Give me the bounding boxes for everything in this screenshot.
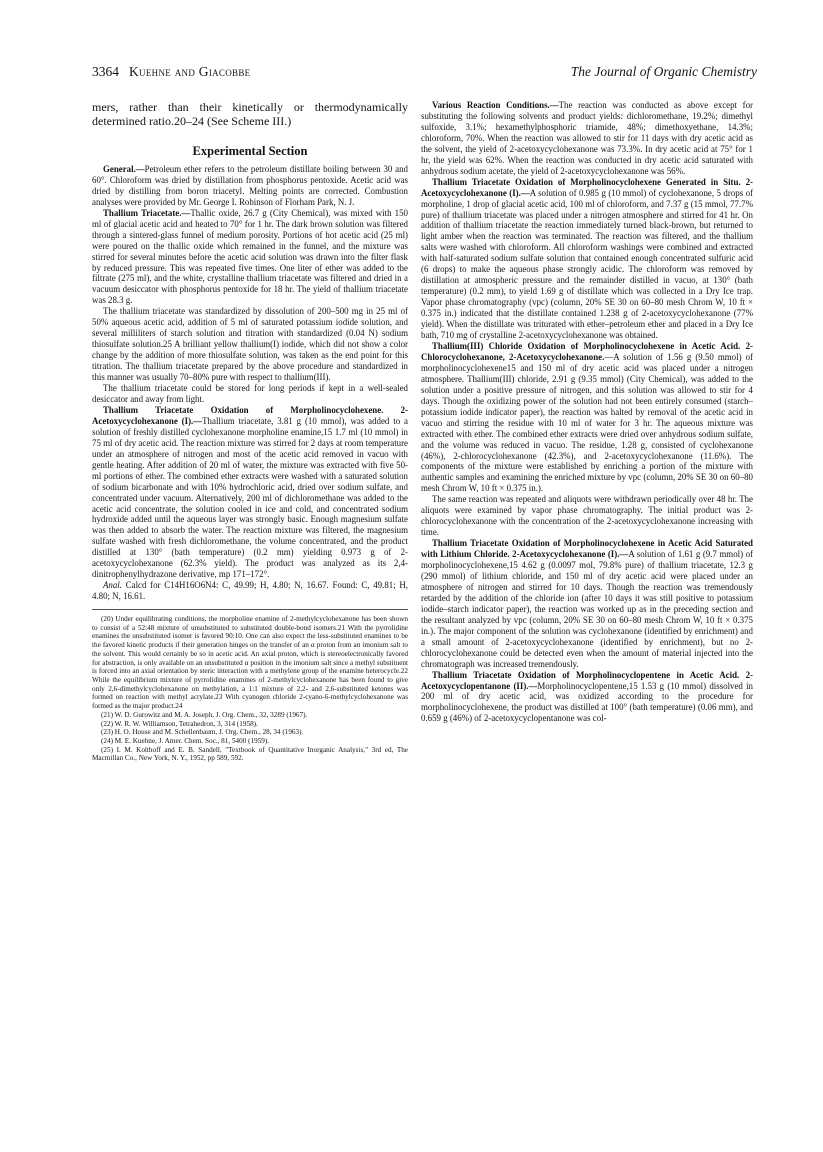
- footnote: (21) W. D. Gurowitz and M. A. Joseph, J. Org. Chem., 32, 3289 (1967).: [101, 710, 308, 719]
- repeated-paragraph: The same reaction was repeated and aliquots were withdrawn periodically over 48 hr. The aliquots were examined by vapor phase chromatography. The initial product was 2-chlorocyclohexanone with the concentration of the 2-acetoxycyclohexanone increasing with time.: [421, 494, 753, 538]
- in-situ-heading: Thallium Triacetate Oxidation of Morpholinocyclohexene Generated in Situ. 2-Acetoxycyclohexanone (I).—: [421, 176, 753, 198]
- left-column: [92, 100, 408, 763]
- chloride-paragraph: [421, 341, 753, 494]
- chloride-heading: Thallium(III) Chloride Oxidation of Morpholinocyclohexene in Acetic Acid. 2-Chlorocyclohexanone, 2-Acetoxycyclohexanone.: [421, 340, 753, 362]
- general-paragraph: [92, 164, 408, 208]
- analysis-paragraph: [92, 580, 408, 602]
- cyclopentene-heading: Thallium Triacetate Oxidation of Morpholinocyclopentene in Acetic Acid. 2-Acetoxycyclopentanone (II).—: [421, 669, 753, 691]
- lithium-text: A solution of 1.61 g (9.7 mmol) of morpholinocyclohexene,15 4.62 g (0.0097 mol, 79.8% pure) of thallium triacetate, 12.3 g (290 mmol) of lithium chloride, and 150 ml of dry acetic acid were placed under an atmosphere of nitrogen and stirred for 10 days. Though the reaction was tremendously retarded by the addition of the chloride ion (after 10 days it was still positive to potassium iodide–starch indicator paper), the reaction was worked up as in the preceding section and the resultant analyzed by vpc (column, 20% SE 30 on 60–80 mesh Chrom W, 10 ft × 0.375 in.). The major component of the solution was cyclohexanone (identified by enrichment) and a small amount of 2-acetoxycyclohexanone (identified by enrichment), but no 2-chlorocyclohexanone could be detected even when the amount of material injected into the chromatograph was increased tremendously.: [421, 549, 753, 669]
- general-text: Petroleum ether refers to the petroleum distillate boiling between 30 and 60°. Chloroform was dried by distillation from phosphorus pentoxide. Acetic acid was dried by distilling from boron triacetyl. Melting points are corrected. Combustion analyses were provided by Mr. George I. Robinson of Florham Park, N. J.: [92, 163, 408, 207]
- cyclopentene-paragraph: [421, 670, 753, 725]
- chloride-text: —A solution of 1.56 g (9.50 mmol) of morpholinocyclohexene15 and 150 ml of dry acetic acid was placed under a nitrogen atmosphere. Thallium(III) chloride, 2.91 g (9.35 mmol) (City Chemical), was added to the solution under a positive pressure of nitrogen, and this solution was allowed to stir for 4 days. Though the oxidizing power of the solution had not been entirely consumed (starch–potassium iodide indicator paper), the reaction was halted by removal of the acetic acid in vacuo and stirring the residue with 10 ml of water for 3 hr. The aqueous mixture was extracted with ether. The combined ether extracts were dried over anhydrous sodium sulfate, and the volume was reduced in vacuo. The residue, 1.28 g, consisted of cyclohexanone (46%), 2-chlorocyclohexanone (42.3%), and 2-acetoxycyclohexanone (11.6%). The components of the mixture were established by enriching a portion of the mixture with authentic samples and examining the enriched mixture by vpc (column, 20% SE 30 on 60–80 mesh Chrom W, 10 ft × 0.375 in.).: [421, 351, 753, 494]
- general-heading: General.—: [103, 163, 145, 174]
- in-situ-paragraph: [421, 177, 753, 341]
- oxidation-heading: Thallium Triacetate Oxidation of Morpholinocyclohexene. 2-Acetoxycyclohexanone (I).—: [92, 404, 408, 426]
- analysis-label: Anal.: [103, 580, 122, 591]
- lithium-heading: Thallium Triacetate Oxidation of Morpholinocyclohexene in Acetic Acid Saturated with Lithium Chloride. 2-Acetoxycyclohexanone (I).—: [421, 538, 753, 560]
- various-conditions-paragraph: [421, 100, 753, 177]
- storage-paragraph: The thallium triacetate could be stored for long periods if kept in a well-sealed desiccator and away from light.: [92, 383, 408, 404]
- intro-paragraph: mers, rather than their kinetically or thermodynamically determined ratio.20–24 (See Scheme III.): [92, 100, 408, 128]
- footnote: (25) I. M. Kolthoff and E. B. Sandell, "Textbook of Quantitative Inorganic Analysis," 3rd ed, The Macmillan Co., New York, N. Y., 1952, pp 589, 592.: [92, 745, 408, 763]
- footnote: (23) H. O. House and M. Schellenbaum, J. Org. Chem., 28, 34 (1963).: [101, 728, 304, 737]
- footnote: (22) W. R. W. Williamson, Tetrahedron, 3, 314 (1958).: [101, 719, 258, 728]
- various-conditions-heading: Various Reaction Conditions.—: [432, 100, 559, 110]
- header-left: [92, 64, 250, 80]
- running-header: [92, 64, 757, 84]
- right-column: [421, 100, 753, 724]
- footnote: (24) M. E. Kuehne, J. Amer. Chem. Soc., 81, 5400 (1959).: [101, 736, 270, 745]
- journal-title: The Journal of Organic Chemistry: [570, 64, 757, 79]
- oxidation-text: Thallium triacetate, 3.81 g (10 mmol), was added to a solution of freshly distilled cyclohexanone morpholine enamine,15 1.7 ml (10 mmol) in 75 ml of dry acetic acid. The reaction mixture was stirred for 2 days at room temperature under an atmosphere of nitrogen and most of the acetic acid removed in vacuo with gentle heating. After addition of 20 ml of water, the mixture was extracted with five 50-ml portions of ether. The combined ether extracts were washed with a saturated solution of sodium bicarbonate and with 10% hydrochloric acid, dried over sodium sulfate, and concentrated under vacuum. Alternatively, 200 ml of dichloromethane was added to the acetic acid concentrate, the solution cooled in ice and cold, and concentrated sodium hydroxide added until the aqueous layer was strongly basic. Enough magnesium sulfate was then added to absorb the water. The reaction mixture was filtered, the magnesium sulfate washed with fresh dichloromethane, the volume concentrated, and the product distilled at 130° (bath temperature) (0.2 mm) yielding 0.973 g of 2-acetoxycyclohexanone (62.3% yield). The product was analyzed as its 2,4-dinitrophenylhydrazone derivative, mp 171–172°.: [92, 415, 408, 580]
- analysis-text: Calcd for C14H16O6N4: C, 49.99; H, 4.80; N, 16.67. Found: C, 49.81; H, 4.80; N, 16.61.: [92, 580, 409, 602]
- footnote: (20) Under equilibrating conditions, the morpholine enamine of 2-methylcyclohexanone has been shown to consist of a 52:48 mixture of unsubstituted to substituted double-bond isomers.21 With the pyrrolidine enamines the unsubstituted isomer is favored 90:10. One can also expect the less-substituted enamines to be the favored kinetic products if their generation hinges on the transfer of an α proton from an imonium salt to the solvent. This would certainly be so in acetic acid. An axial proton, which is stereoelectronically favored for abstraction, is only available on an unsubstituted α position in the imonium salt since a methyl substituent is forced into an axial orientation by steric interaction with a methylene group of the enamine heterocycle.22 While the equilibrium mixture of pyrrolidine enamines of 2-methylcyclohexanone has been found to give only 2,6-dimethylcyclohexanone on methylation, a 1:1 mixture of 2,2- and 2,6-substituted ketones was formed on reaction with methyl acrylate.23 With cyanogen chloride 2-cyano-6-methylcyclohexanone was formed as the major product.24: [92, 615, 408, 711]
- thallium-triacetate-paragraph: [92, 208, 408, 307]
- header-authors: Kuehne and Giacobbe: [129, 64, 251, 79]
- standardization-paragraph: The thallium triacetate was standardized by dissolution of 200–500 mg in 25 ml of 50% aqueous acetic acid, addition of 5 ml of saturated potassium iodide solution, and several milliliters of starch solution and titration with standardized (0.04 N) sodium thiosulfate solution.25 A brilliant yellow thallium(I) iodide, which did not show a color change by the addition of more thiosulfate solution, was taken as the end point for this titration. The thallium triacetate prepared by the above procedure and standardized in this manner was usually 70–80% pure with respect to thallium(III).: [92, 306, 408, 383]
- section-title: Experimental Section: [192, 144, 308, 158]
- footnotes: [92, 609, 408, 763]
- oxidation-paragraph: [92, 405, 408, 580]
- in-situ-text: A solution of 0.985 g (10 mmol) of cyclohexanone, 5 drops of morpholine, 1 drop of glacial acetic acid, 100 ml of chloroform, and 7.37 g (15 mmol, 77.7% pure) of thallium triacetate was placed under a nitrogen atmosphere and stirred for 41 hr. On addition of thallium triacetate the reaction immediately turned black-brown, but returned to light amber when the reaction was terminated. The reaction was filtered, and the thallium salts were washed with chloroform. All chloroform washings were combined and extracted with half-saturated sodium sulfate solution that contained enough concentrated sulfuric acid (6 drops) to make the aqueous phase strongly acidic. The chloroform was removed by distillation at atmospheric pressure and the remainder distilled in vacuo, at 130° (bath temperature) (0.2 mm), to yield 1.69 g of distillate which was collected in a Dry Ice trap. Vapor phase chromatography (vpc) (column, 20% SE 30 on 60–80 mesh Chrom W, 10 ft × 0.375 in.) indicated that the distillate contained 1.238 g of 2-acetoxycyclohexanone (77% yield). When the distillate was triturated with ether–petroleum ether and placed in a Dry Ice bath, 710 mg of crystalline 2-acetoxycyclohexanone was obtained.: [421, 187, 754, 341]
- thallium-triacetate-heading: Thallium Triacetate.—: [103, 207, 191, 218]
- cyclopentene-text: Morpholinocyclopentene,15 1.53 g (10 mmol) dissolved in 200 ml of dry acetic acid, was oxidized according to the procedure for morpholinocyclohexene, the product was distilled at 100° (bath temperature) (0.06 mm), and 0.659 g (46%) of 2-acetoxycyclopentanone was col-: [421, 680, 753, 724]
- page-number: 3364: [92, 64, 119, 79]
- various-conditions-text: The reaction was conducted as above except for substituting the following solvents and product yields: dichloromethane, 19.2%; dimethyl sulfoxide, 3.1%; hexamethylphosphoric triamide, 48%; dimethoxyethane, 14.3%; chloroform, 70%. When the reaction was allowed to stir for 11 days with dry acetic acid as the solvent, the yield of 2-acetoxycyclohexanone was 73.3%. In dry acetic acid at 75° for 1 hr, the yield was 62%. When the reaction was conducted in dry acetic acid saturated with anhydrous sodium acetate, the yield of 2-acetoxycyclohexanone was 56%.: [421, 100, 753, 176]
- thallium-triacetate-text: Thallic oxide, 26.7 g (City Chemical), was mixed with 150 ml of glacial acetic acid and heated to 70° for 1 hr. The dark brown solution was filtered through a sintered-glass funnel of medium porosity. Portions of hot acetic acid (25 ml) were poured on the thallic oxide which remained in the funnel, and the mixture was stirred for several minutes before the acetic acid solution was drawn into the filter flask by reduced pressure. This was repeated five times. One liter of ether was added to the filtrate (275 ml), and the white, crystalline thallium triacetate was filtered and dried in a vacuum desiccator with phosphorus pentoxide for 18 hr. The yield of thallium triacetate was 28.3 g.: [92, 207, 408, 306]
- lithium-paragraph: [421, 538, 753, 669]
